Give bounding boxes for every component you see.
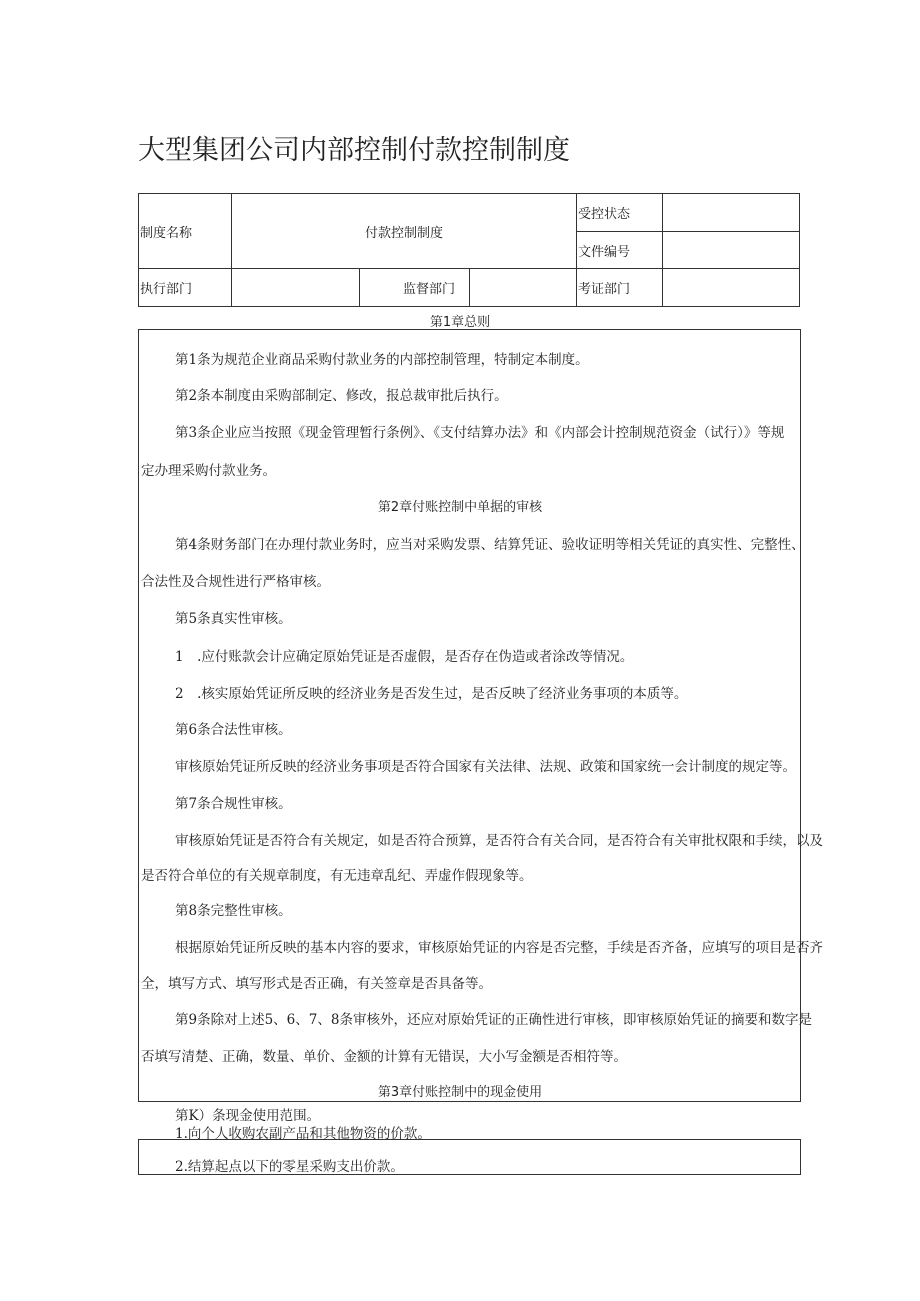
ch3-line-3: 2.结算起点以下的零星采购支出价款。: [175, 1159, 404, 1175]
document-title: 大型集团公司内部控制付款控制制度: [138, 135, 570, 166]
supervise-dept-label: 监督部门: [360, 269, 470, 307]
ch3-line-2: 1.向个人收购农副产品和其他物资的价款。: [175, 1126, 431, 1142]
chapter3-heading: 第3章付账控制中的现金使用: [377, 1085, 543, 1100]
chapter1-heading: 第1章总则: [429, 315, 491, 330]
ch2-line-10: 是否符合单位的有关规章制度，有无违章乱纪、弄虚作假现象等。: [141, 868, 533, 884]
ch2-line-11: 第8条完整性审核。: [175, 903, 292, 919]
ch1-line-3: 第3条企业应当按照《现金管理暂行条例》、《支付结算办法》和《内部会计控制规范资金（试行）》等规: [175, 425, 785, 441]
ch2-line-8: 第7条合规性审核。: [175, 796, 292, 812]
info-table: [138, 193, 800, 307]
verify-dept-value: [663, 269, 800, 307]
supervise-dept-value: [470, 269, 577, 307]
ch2-line-2: 合法性及合规性进行严格审核。: [141, 574, 330, 590]
ch2-line-12: 根据原始凭证所反映的基本内容的要求，审核原始凭证的内容是否完整，手续是否齐备，应填写的项目是否齐: [175, 940, 823, 956]
name-value: 付款控制制度: [232, 194, 577, 269]
ch1-line-4: 定办理采购付款业务。: [141, 463, 276, 479]
control-status-value: [663, 194, 800, 232]
file-no-label: 文件编号: [577, 232, 663, 269]
ch2-line-14: 第9条除对上述5、6、7、8条审核外，还应对原始凭证的正确性进行审核，即审核原始凭证的摘要和数字是: [175, 1012, 812, 1028]
ch2-line-1: 第4条财务部门在办理付款业务时，应当对采购发票、结算凭证、验收证明等相关凭证的真实性、完整性、: [175, 537, 805, 553]
ch2-line-13: 全，填写方式、填写形式是否正确，有关签章是否具备等。: [141, 976, 492, 992]
exec-dept-value: [232, 269, 360, 307]
ch2-line-7: 审核原始凭证所反映的经济业务事项是否符合国家有关法律、法规、政策和国家统一会计制度的规定等。: [175, 759, 796, 775]
ch2-line-9: 审核原始凭证是否符合有关规定，如是否符合预算，是否符合有关合同，是否符合有关审批权限和手续，以及: [175, 833, 823, 849]
ch2-line-6: 第6条合法性审核。: [175, 722, 292, 738]
ch3-line-1: 第K）条现金使用范围。: [175, 1108, 321, 1124]
ch1-line-1: 第1条为规范企业商品采购付款业务的内部控制管理，特制定本制度。: [175, 352, 589, 368]
chapter2-heading: 第2章付账控制中单据的审核: [377, 500, 543, 515]
file-no-value: [663, 232, 800, 269]
verify-dept-label: 考证部门: [577, 269, 663, 307]
ch2-line-4: 1 .应付账款会计应确定原始凭证是否虚假，是否存在伪造或者涂改等情况。: [175, 649, 634, 665]
ch1-line-2: 第2条本制度由采购部制定、修改，报总裁审批后执行。: [175, 388, 508, 404]
control-status-label: 受控状态: [577, 194, 663, 232]
ch2-line-5: 2 .核实原始凭证所反映的经济业务是否发生过，是否反映了经济业务事项的本质等。: [175, 686, 688, 702]
name-label: 制度名称: [139, 194, 232, 269]
exec-dept-label: 执行部门: [139, 269, 232, 307]
ch2-line-3: 第5条真实性审核。: [175, 611, 292, 627]
ch2-line-15: 否填写清楚、正确，数量、单价、金额的计算有无错误，大小写金额是否相符等。: [141, 1049, 627, 1065]
